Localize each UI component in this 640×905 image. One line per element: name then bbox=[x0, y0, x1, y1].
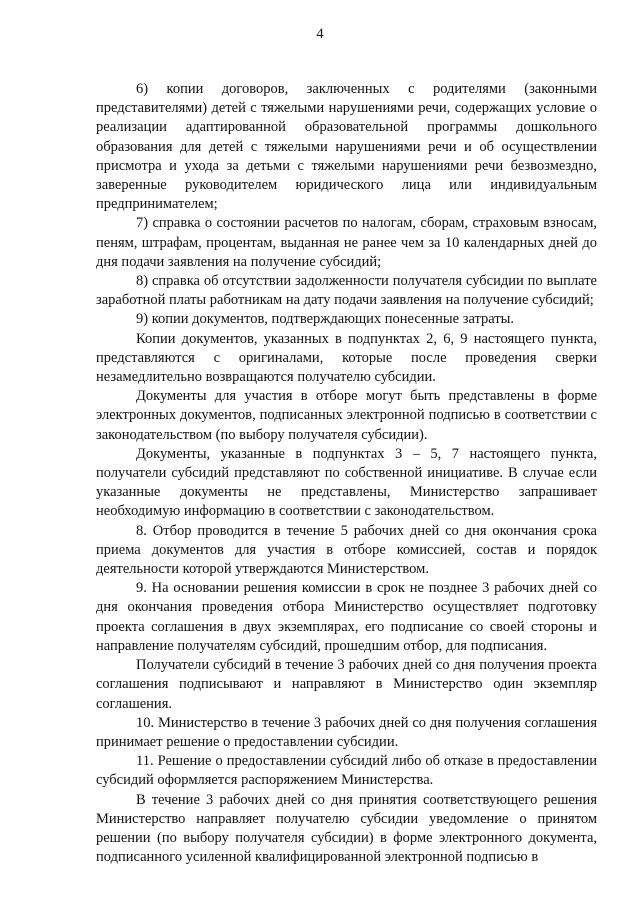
paragraph-clause-8: 8. Отбор проводится в течение 5 рабочих дней со дня окончания срока приема документов для участия в отборе комиссией, состав и порядок деятельности которой утверждаются Министерством. bbox=[96, 522, 597, 578]
paragraph-recipients-sign: Получатели субсидий в течение 3 рабочих дней со дня получения проекта соглашения подписывают и направляют в Министерство один экземпляр соглашения. bbox=[96, 657, 597, 712]
paragraph-item-9: 9) копии документов, подтверждающих понесенные затраты. bbox=[136, 311, 515, 328]
paragraph-notification: В течение 3 рабочих дней со дня принятия соответствующего решения Министерство направляет получателю субсидии уведомление о принятом решении (по выбору получателя субсидии) в форме электронного документа, подписанного усиленной квалифицированной электронной подписью в bbox=[96, 791, 597, 866]
paragraph-item-6: 6) копии договоров, заключенных с родителями (законными представителями) детей с тяжелыми нарушениями речи, содержащих условие о реализации адаптированной образовательной программы дошкольного образования для детей с тяжелыми нарушениями речи и об осуществлении присмотра и ухода за детьми с тяжелыми нарушениями речи безвозмездно, заверенные руководителем юридического лица или индивидуальным предпринимателем; bbox=[96, 81, 597, 213]
page-number: 4 bbox=[316, 26, 324, 42]
paragraph-item-7: 7) справка о состоянии расчетов по налогам, сборам, страховым взносам, пеням, штрафам, процентам, выданная не ранее чем за 10 календарных дней до дня подачи заявления на получение субсидий; bbox=[96, 215, 597, 270]
paragraph-clause-11: 11. Решение о предоставлении субсидий либо об отказе в предоставлении субсидий оформляется распоряжением Министерства. bbox=[96, 753, 597, 789]
document-body bbox=[96, 80, 597, 867]
paragraph-copies-originals: Копии документов, указанных в подпунктах 2, 6, 9 настоящего пункта, представляются с оригиналами, которые после проведения сверки незамедлительно возвращаются получателю субсидии. bbox=[96, 330, 597, 386]
paragraph-own-initiative: Документы, указанные в подпунктах 3 – 5, 7 настоящего пункта, получатели субсидий представляют по собственной инициативе. В случае если указанные документы не представлены, Министерство запрашивает необходимую информацию в соответствии с законодательством. bbox=[96, 445, 597, 520]
paragraph-item-8: 8) справка об отсутствии задолженности получателя субсидии по выплате заработной платы работникам на дату подачи заявления на получение субсидий; bbox=[96, 273, 597, 309]
paragraph-clause-9: 9. На основании решения комиссии в срок не позднее 3 рабочих дней со дня окончания проведения отбора Министерство осуществляет подготовку проекта соглашения в двух экземплярах, его подписание со своей стороны и направление получателям субсидий, прошедшим отбор, для подписания. bbox=[96, 580, 597, 654]
paragraph-clause-10: 10. Министерство в течение 3 рабочих дней со дня получения соглашения принимает решение о предоставлении субсидии. bbox=[96, 714, 597, 750]
paragraph-electronic-documents: Документы для участия в отборе могут быть представлены в форме электронных документов, подписанных электронной подписью в соответствии с законодательством (по выбору получателя субсидии). bbox=[96, 388, 597, 443]
